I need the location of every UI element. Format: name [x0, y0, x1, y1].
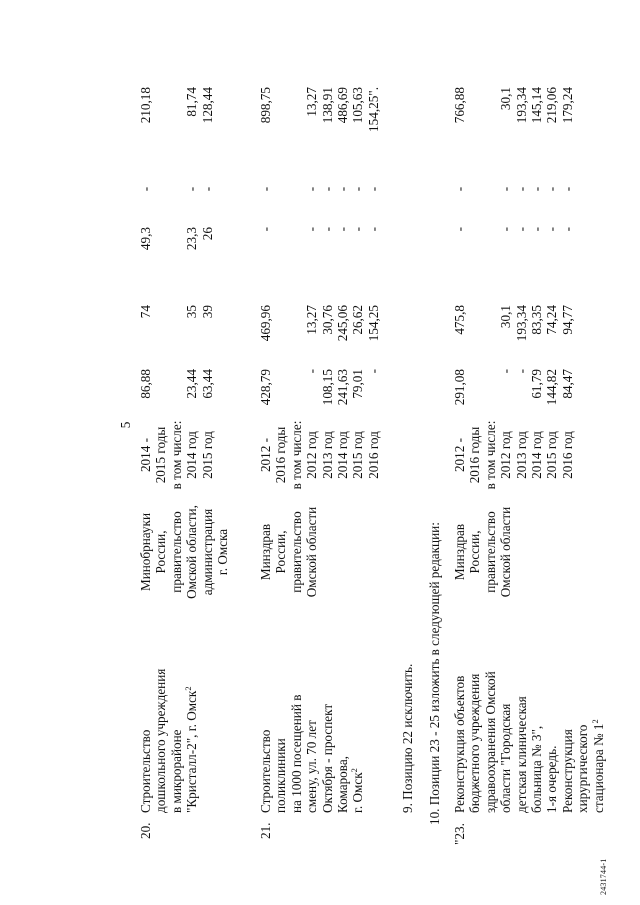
name-line: в микрорайоне: [168, 729, 184, 813]
value: -: [138, 186, 153, 192]
value: 108,15: [319, 369, 335, 406]
footnote-mark: 2: [183, 686, 194, 691]
value: -: [184, 186, 200, 192]
value: 241,63: [335, 369, 351, 406]
period-line: 2015 год: [544, 431, 560, 479]
value: -: [335, 227, 351, 232]
exec-line: г. Омска: [215, 528, 231, 576]
value: -: [529, 186, 545, 192]
value-col-total: [258, 87, 381, 145]
blank-line: [483, 227, 498, 285]
blank-line: [289, 305, 304, 365]
name-line: детская клиническая: [513, 696, 529, 813]
period-line: 2014 год: [184, 431, 200, 479]
value: -: [498, 369, 514, 374]
value: -: [304, 227, 320, 232]
blank-line: [273, 87, 288, 145]
value: -: [513, 227, 529, 232]
value: -: [513, 186, 529, 192]
blank-line: [273, 227, 288, 285]
period-line: 2015 год: [350, 431, 366, 479]
blank-line: [153, 87, 168, 145]
value: -: [559, 186, 575, 192]
note-9: 9. Позицию 22 исключить.: [400, 663, 415, 813]
value: -: [304, 186, 320, 192]
blank-line: [467, 169, 482, 209]
name-line: Строительство: [258, 729, 273, 813]
blank-line: [273, 305, 288, 365]
value: -: [365, 369, 381, 374]
name-line-last: [184, 613, 199, 813]
name-line: смену, ул. 70 лет: [304, 720, 320, 813]
blank-line: [153, 369, 168, 425]
document-stamp: 2431744-1: [599, 858, 608, 895]
value: 469,96: [258, 305, 273, 342]
exec-line: Минздрав: [258, 523, 273, 581]
value: 49,3: [138, 227, 153, 251]
exec-line: администрация: [199, 508, 215, 596]
name-line: Октября - проспект: [319, 703, 335, 813]
value: 193,34: [513, 87, 529, 124]
blank-line: [483, 169, 498, 209]
object-name: [138, 613, 200, 813]
period-line: 2016 год: [559, 431, 575, 479]
blank-line: [483, 305, 498, 365]
name-line: дошкольного учреждения: [153, 668, 169, 813]
name-line: на 1000 посещений в: [288, 694, 304, 813]
blank-line: [273, 369, 288, 425]
name-text: г. Омск: [350, 772, 366, 813]
exec-line: России,: [467, 530, 483, 574]
value-col-1: [452, 369, 575, 425]
exec-line: России,: [273, 530, 289, 574]
value: -: [529, 227, 545, 232]
value: 128,44: [199, 87, 215, 124]
name-text: стационара № 1: [590, 723, 606, 813]
period-line: 2016 годы: [467, 426, 483, 484]
period-line: 2012 -: [452, 437, 467, 473]
blank-line: [273, 169, 288, 209]
value: -: [498, 186, 514, 192]
name-line: поликлиники: [273, 738, 289, 813]
blank-line: [153, 227, 168, 285]
name-line: Реконструкция объектов: [452, 675, 467, 813]
blank-line: [169, 305, 184, 365]
exec-line: Омской области,: [184, 505, 200, 599]
blank-line: [483, 87, 498, 145]
blank-line: [169, 369, 184, 425]
value: 179,24: [559, 87, 575, 124]
name-line: 1-я очередь.: [544, 745, 560, 813]
blank-line: [289, 87, 304, 145]
name-line: Комарова,: [335, 756, 351, 813]
blank-line: [467, 369, 482, 425]
value-col-total: [138, 87, 215, 145]
period-line: 2012 год: [498, 431, 514, 479]
value: -: [304, 369, 320, 374]
period-line: 2015 год: [199, 431, 215, 479]
value: 210,18: [138, 87, 153, 124]
name-text: "Кристалл-2", г. Омск: [184, 690, 200, 813]
period-line: 2016 год: [365, 431, 381, 479]
name-line-last: [591, 613, 606, 813]
value: -: [559, 227, 575, 232]
value: 428,79: [258, 369, 273, 406]
blank-line: [289, 227, 304, 285]
period-line: 2014 -: [138, 437, 153, 473]
footnote-mark: 2: [589, 719, 600, 724]
value-col-4: [138, 169, 215, 209]
value: -: [365, 186, 381, 192]
value: -: [452, 186, 467, 192]
value: 26,62: [350, 305, 366, 335]
value: 26: [199, 227, 215, 241]
period-line: в том числе:: [288, 420, 304, 490]
object-name: [258, 613, 366, 813]
value-col-1: [258, 369, 381, 425]
value: -: [258, 227, 273, 232]
value: -: [199, 186, 215, 192]
note-10: 10. Позиции 23 - 25 изложить в следующей редакции:: [427, 522, 442, 825]
exec-line: Минобрнауки: [138, 512, 153, 592]
executor: [452, 487, 514, 617]
value: 154,25: [365, 305, 381, 342]
blank-line: [467, 87, 482, 145]
blank-line: [153, 305, 168, 365]
value: 81,74: [184, 87, 200, 117]
value-col-4: [258, 169, 381, 209]
value: 138,91: [319, 87, 335, 124]
period-line: 2012 -: [258, 437, 273, 473]
blank-line: [467, 305, 482, 365]
exec-line: России,: [153, 530, 169, 574]
value: 898,75: [258, 87, 273, 124]
value: 35: [184, 305, 200, 319]
value: 23,3: [184, 227, 200, 251]
blank-line: [169, 87, 184, 145]
value: 84,47: [559, 369, 575, 399]
value: -: [452, 227, 467, 232]
footnote-mark: 2: [349, 768, 360, 773]
row-number: 21.: [258, 822, 273, 839]
name-line: больница № 3",: [529, 725, 545, 813]
value: 94,77: [559, 305, 575, 335]
blank-line: [467, 227, 482, 285]
executor: [258, 487, 320, 617]
row-number: 20.: [138, 822, 153, 839]
period-line: 2013 год: [513, 431, 529, 479]
value: 145,14: [529, 87, 545, 124]
blank-line: [169, 227, 184, 285]
value: -: [350, 186, 366, 192]
exec-line: Омской области: [498, 506, 514, 598]
value: 766,88: [452, 87, 467, 124]
value: 245,06: [335, 305, 351, 342]
period-line: 2016 годы: [273, 426, 289, 484]
value-col-2: [138, 305, 215, 365]
value: 475,8: [452, 305, 467, 335]
name-line: Строительство: [138, 729, 153, 813]
value: 30,76: [319, 305, 335, 335]
value-col-2: [452, 305, 575, 365]
blank-line: [289, 369, 304, 425]
value: 74: [138, 305, 153, 319]
value-col-3: [452, 227, 575, 285]
value: 86,88: [138, 369, 153, 399]
name-line: Реконструкция: [559, 729, 575, 813]
period-line: 2014 год: [529, 431, 545, 479]
period-line: 2012 год: [304, 431, 320, 479]
value: 30,1: [498, 87, 514, 111]
exec-line: Омской области: [304, 506, 320, 598]
value-col-2: [258, 305, 381, 365]
name-line-last: [350, 613, 365, 813]
blank-line: [289, 169, 304, 209]
value: -: [350, 227, 366, 232]
exec-line: правительство: [482, 511, 498, 593]
period-line: 2015 годы: [153, 426, 169, 484]
value: -: [365, 227, 381, 232]
value: 105,63: [350, 87, 366, 124]
period-line: 2013 год: [319, 431, 335, 479]
value: 74,24: [544, 305, 560, 335]
value: -: [319, 186, 335, 192]
exec-line: Минздрав: [452, 523, 467, 581]
value: 486,69: [335, 87, 351, 124]
value: 219,06: [544, 87, 560, 124]
value: 291,08: [452, 369, 467, 406]
value-col-4: [452, 169, 575, 209]
value: -: [258, 186, 273, 192]
value: -: [319, 227, 335, 232]
value-col-total: [452, 87, 575, 145]
value: 61,79: [529, 369, 545, 399]
name-line: области "Городская: [498, 703, 514, 813]
value: 39: [199, 305, 215, 319]
blank-line: [483, 369, 498, 425]
value: 13,27: [304, 305, 320, 335]
value: 63,44: [199, 369, 215, 399]
value-col-3: [258, 227, 381, 285]
executor: [138, 487, 230, 617]
blank-line: [153, 169, 168, 209]
value: 144,82: [544, 369, 560, 406]
name-line: бюджетного учреждения: [467, 673, 483, 813]
period-line: в том числе:: [168, 420, 184, 490]
value-col-3: [138, 227, 215, 285]
value: -: [544, 186, 560, 192]
exec-line: правительство: [168, 511, 184, 593]
exec-line: правительство: [288, 511, 304, 593]
period-line: 2014 год: [335, 431, 351, 479]
value: 83,35: [529, 305, 545, 335]
blank-line: [169, 169, 184, 209]
row-number: "23.: [452, 823, 467, 845]
value: 30,1: [498, 305, 514, 329]
name-line: хирургического: [575, 724, 591, 813]
value: -: [498, 227, 514, 232]
value: 154,25".: [365, 87, 381, 132]
value: 13,27: [304, 87, 320, 117]
page-number: 5: [118, 421, 133, 429]
value: 23,44: [184, 369, 200, 399]
value: 193,34: [513, 305, 529, 342]
object-name: [452, 613, 606, 813]
value: -: [544, 227, 560, 232]
period-line: в том числе:: [482, 420, 498, 490]
value: -: [513, 369, 529, 374]
value: -: [335, 186, 351, 192]
value: 79,01: [350, 369, 366, 399]
name-line: здравоохранения Омской: [482, 671, 498, 813]
value-col-1: [138, 369, 215, 425]
